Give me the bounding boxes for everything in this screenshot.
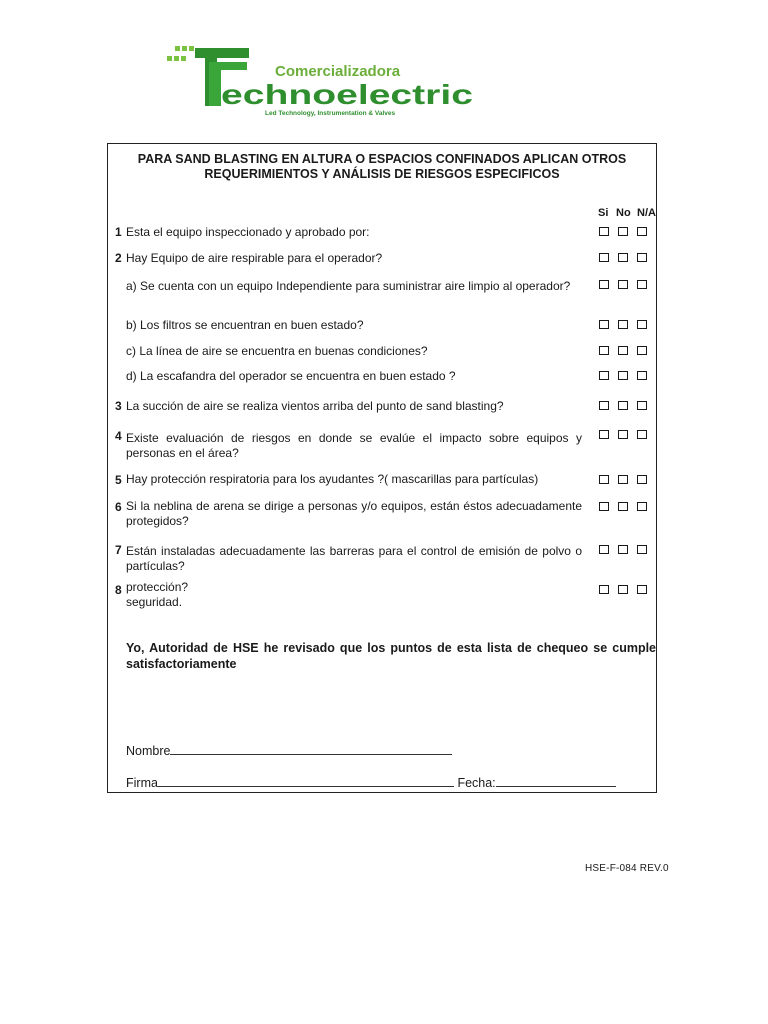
checkbox-si[interactable] <box>599 253 609 262</box>
hse-statement: Yo, Autoridad de HSE he revisado que los puntos de esta lista de chequeo se cumple satisfactoriamente <box>126 641 656 671</box>
question-8-line1: protección? <box>126 580 189 594</box>
column-header-si: Si <box>598 207 609 219</box>
checkbox-no[interactable] <box>618 280 628 289</box>
company-logo <box>165 44 475 120</box>
checkbox-na[interactable] <box>637 346 647 355</box>
checkbox-si[interactable] <box>599 585 609 594</box>
checklist-form <box>107 143 657 793</box>
svg-text:Comercializadora: Comercializadora <box>275 63 401 80</box>
checkbox-si[interactable] <box>599 371 609 380</box>
checkbox-no[interactable] <box>618 371 628 380</box>
answer-checkboxes-2a <box>599 280 651 292</box>
checkbox-si[interactable] <box>599 346 609 355</box>
checkbox-no[interactable] <box>618 253 628 262</box>
answer-checkboxes-3 <box>599 401 651 413</box>
item-number: 3 <box>115 399 122 413</box>
checkbox-no[interactable] <box>618 320 628 329</box>
form-title <box>108 152 656 182</box>
svg-text:Led Technology, Instrumentatio: Led Technology, Instrumentation & Valves <box>265 110 396 117</box>
checkbox-na[interactable] <box>637 401 647 410</box>
question-2a: a) Se cuenta con un equipo Independiente para suministrar aire limpio al operador? <box>126 279 571 293</box>
answer-checkboxes-5 <box>599 475 651 487</box>
technoelectric-logo-graphic <box>165 44 475 120</box>
nombre-field[interactable] <box>170 742 452 755</box>
svg-text:echnoelectric: echnoelectric <box>221 79 473 110</box>
question-7: Están instaladas adecuadamente las barreras para el control de emisión de polvo o partículas? <box>126 544 582 573</box>
answer-checkboxes-7 <box>599 545 651 557</box>
form-title-line1: PARA SAND BLASTING EN ALTURA O ESPACIOS CONFINADOS APLICAN OTROS <box>137 152 627 166</box>
answer-checkboxes-2c <box>599 346 651 358</box>
checkbox-na[interactable] <box>637 585 647 594</box>
item-number: 1 <box>115 225 122 239</box>
firma-field[interactable] <box>158 774 454 787</box>
question-1: Esta el equipo inspeccionado y aprobado por: <box>126 225 370 239</box>
checkbox-na[interactable] <box>637 227 647 236</box>
question-2: Hay Equipo de aire respirable para el operador? <box>126 251 383 265</box>
fecha-field[interactable] <box>496 774 616 787</box>
item-number: 6 <box>115 500 122 514</box>
firma-label: Firma <box>126 776 158 790</box>
checkbox-no[interactable] <box>618 346 628 355</box>
question-6: Si la neblina de arena se dirige a personas y/o equipos, están éstos adecuadamente protegidos? <box>126 499 582 528</box>
checkbox-no[interactable] <box>618 585 628 594</box>
checkbox-no[interactable] <box>618 545 628 554</box>
item-number: 7 <box>115 543 122 557</box>
answer-checkboxes-4 <box>599 430 651 442</box>
checkbox-na[interactable] <box>637 280 647 289</box>
checkbox-si[interactable] <box>599 545 609 554</box>
checkbox-na[interactable] <box>637 371 647 380</box>
nombre-row <box>126 742 452 758</box>
question-8 <box>126 580 582 610</box>
question-2b: b) Los filtros se encuentran en buen estado? <box>126 318 364 332</box>
item-number: 4 <box>115 429 122 443</box>
checkbox-si[interactable] <box>599 401 609 410</box>
question-4: Existe evaluación de riesgos en donde se evalúe el impacto sobre equipos y personas en el área? <box>126 431 582 460</box>
question-5: Hay protección respiratoria para los ayudantes ?( mascarillas para partículas) <box>126 472 539 486</box>
checkbox-no[interactable] <box>618 475 628 484</box>
checkbox-si[interactable] <box>599 280 609 289</box>
checkbox-no[interactable] <box>618 430 628 439</box>
checkbox-na[interactable] <box>637 430 647 439</box>
checkbox-na[interactable] <box>637 253 647 262</box>
checkbox-na[interactable] <box>637 475 647 484</box>
checkbox-no[interactable] <box>618 227 628 236</box>
firma-row <box>126 774 616 790</box>
question-8-line2: seguridad. <box>126 595 183 609</box>
form-title-line2: REQUERIMIENTOS Y ANÁLISIS DE RIESGOS ESPECIFICOS <box>204 167 560 181</box>
checkbox-na[interactable] <box>637 502 647 511</box>
answer-checkboxes-2d <box>599 371 651 383</box>
checkbox-si[interactable] <box>599 320 609 329</box>
answer-checkboxes-1 <box>599 227 651 239</box>
question-3: La succión de aire se realiza vientos arriba del punto de sand blasting? <box>126 399 504 413</box>
checkbox-na[interactable] <box>637 320 647 329</box>
checkbox-si[interactable] <box>599 475 609 484</box>
item-number: 2 <box>115 251 122 265</box>
item-number: 5 <box>115 473 122 487</box>
checkbox-no[interactable] <box>618 502 628 511</box>
checkbox-na[interactable] <box>637 545 647 554</box>
document-code: HSE-F-084 REV.0 <box>585 863 669 874</box>
column-header-no: No <box>616 207 631 219</box>
fecha-label: Fecha: <box>457 776 496 790</box>
checkbox-si[interactable] <box>599 227 609 236</box>
answer-checkboxes-2b <box>599 320 651 332</box>
item-number: 8 <box>115 583 122 597</box>
question-2d: d) La escafandra del operador se encuentra en buen estado ? <box>126 369 456 383</box>
nombre-label: Nombre <box>126 744 171 758</box>
answer-checkboxes-6 <box>599 502 651 514</box>
checkbox-si[interactable] <box>599 430 609 439</box>
checkbox-si[interactable] <box>599 502 609 511</box>
checkbox-no[interactable] <box>618 401 628 410</box>
question-2c: c) La línea de aire se encuentra en buenas condiciones? <box>126 344 428 358</box>
answer-checkboxes-2 <box>599 253 651 265</box>
answer-checkboxes-8 <box>599 585 651 597</box>
column-header-na: N/A <box>637 207 656 219</box>
